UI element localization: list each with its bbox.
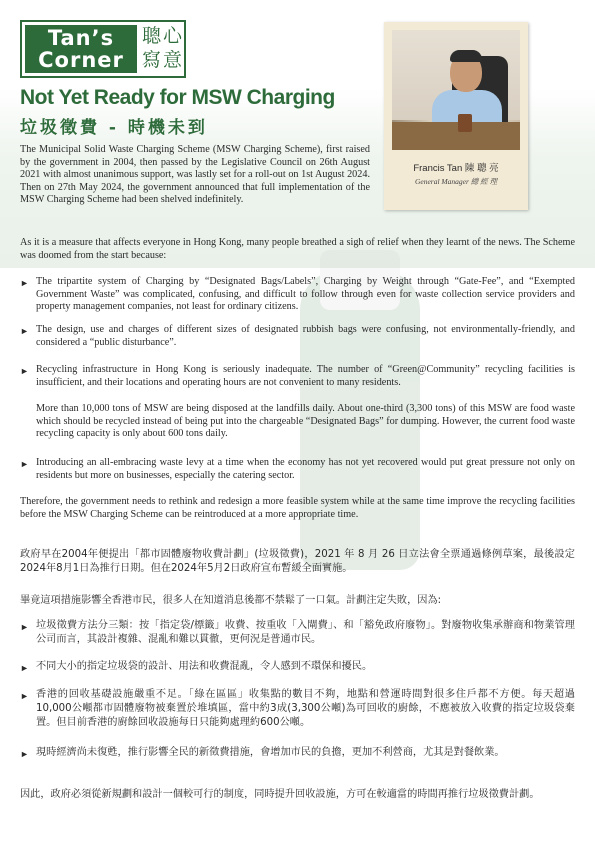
chinese-bullet-3: 香港的回收基礎設施嚴重不足。「綠在區區」收集點的數目不夠，地點和營運時間對很多住戶都不方便。每天超過10,000公噸都市固體廢物被棄置於堆填區，當中約3成(3,300公噸)為可回收的廚餘，不應被放入收費的指定垃圾袋棄置。但目前香港的廚餘回收設施每日只能夠處理約600公噸。 (36, 689, 575, 728)
english-intro: The Municipal Solid Waste Charging Scheme (MSW Charging Scheme), first raised by the government in 2004, then passed by the Legislative Council on 26th August 2021 with almost unanimous support, was lastly set for a roll-out on 1st August 2024. Then on 27th May 2024, the government announced that full implementation of the MSW Charging Scheme had been shelved indefinitely. (20, 144, 370, 205)
english-bullet-3: Recycling infrastructure in Hong Kong is seriously inadequate. The number of “Green@Community” recycling facilities is insufficient, and their locations and operating hours are not convenient to many residents. (36, 364, 575, 388)
author-photo (392, 30, 520, 150)
bullet-marker: ► (20, 663, 29, 673)
bullet-marker: ► (20, 622, 29, 632)
tans-corner-logo (20, 20, 186, 78)
logo-chinese-text: 聰 心 寫 意 (141, 25, 182, 71)
bullet-marker: ► (20, 278, 29, 288)
bullet-marker: ► (20, 749, 29, 759)
chinese-conclusion: 因此，政府必須從新規劃和設計一個較可行的制度，同時提升回收設施，方可在較適當的時間再推行垃圾徵費計劃。 (20, 789, 540, 800)
english-bullet-2: The design, use and charges of different sizes of designated rubbish bags were confusing, not environmentally-friendly, and considered a “public disturbance”. (36, 324, 575, 348)
chinese-bullet-4: 現時經濟尚未復甦，推行影響全民的新徵費措施，會增加市民的負擔，更加不利營商，尤其是對餐飲業。 (36, 747, 505, 758)
chinese-intro: 政府早在2004年便提出「都市固體廢物收費計劃」(垃圾徵費)，2021 年 8 月 26 日立法會全票通過條例草案，最後設定2024年8月1日為推行日期。但在2024年5月2日政府宣布暫緩全面實施。 (20, 549, 575, 574)
author-name: Francis Tan 陳 聰 亮 (413, 163, 499, 174)
bullet-marker: ► (20, 326, 29, 336)
bullet-marker: ► (20, 366, 29, 376)
chinese-bullet-1: 垃圾徵費方法分三類：按「指定袋/標籤」收費、按重收「入閘費」、和「豁免政府廢物」。對廢物收集承辦商和物業管理公司而言，其設計複雜、混亂和難以貫徹，更何況是普通市民。 (36, 620, 575, 645)
article-title-chinese: 垃圾徵費 - 時機未到 (20, 118, 208, 138)
english-paragraph-2: As it is a measure that affects everyone in Hong Kong, many people breathed a sigh of relief when they learnt of the news. The Scheme was doomed from the start because: (20, 237, 575, 261)
chinese-paragraph-2: 畢竟這項措施影響全香港市民，很多人在知道消息後都不禁鬆了一口氣。計劃注定失敗，因為: (20, 595, 442, 606)
english-bullet-1: The tripartite system of Charging by “Designated Bags/Labels”, Charging by Weight through “Gate-Fee”, and “Exempted Government Waste” was complicated, confusing, and difficult to follow through even for waste collection service providers and property management companies, not least for ordinary citizens. (36, 276, 575, 312)
bullet-marker: ► (20, 459, 29, 469)
english-bullet-4: Introducing an all-embracing waste levy at a time when the economy has not yet recovered would put great pressure not only on residents but more on businesses, especially the catering sector. (36, 457, 575, 481)
bullet-marker: ► (20, 691, 29, 701)
logo-english-text: Tan’s Corner (25, 25, 137, 73)
article-title-english: Not Yet Ready for MSW Charging (20, 86, 335, 109)
chinese-bullet-2: 不同大小的指定垃圾袋的設計、用法和收費混亂，令人感到不環保和擾民。 (36, 661, 373, 672)
author-card (384, 22, 528, 210)
english-conclusion: Therefore, the government needs to rethink and redesign a more feasible system while at the same time improve the recycling facilities before the MSW Charging Scheme can be reintroduced at a more appropriate time. (20, 496, 575, 520)
english-bullet-3-detail: More than 10,000 tons of MSW are being disposed at the landfills daily. About one-third (3,300 tons) of this MSW are food waste which should be recycled instead of being put into the chargeable “Designated Bags” for dumping. However, the current food waste recycling capacity is only about 600 tons daily. (36, 403, 575, 439)
author-role: General Manager 總 經 理 (414, 177, 498, 186)
